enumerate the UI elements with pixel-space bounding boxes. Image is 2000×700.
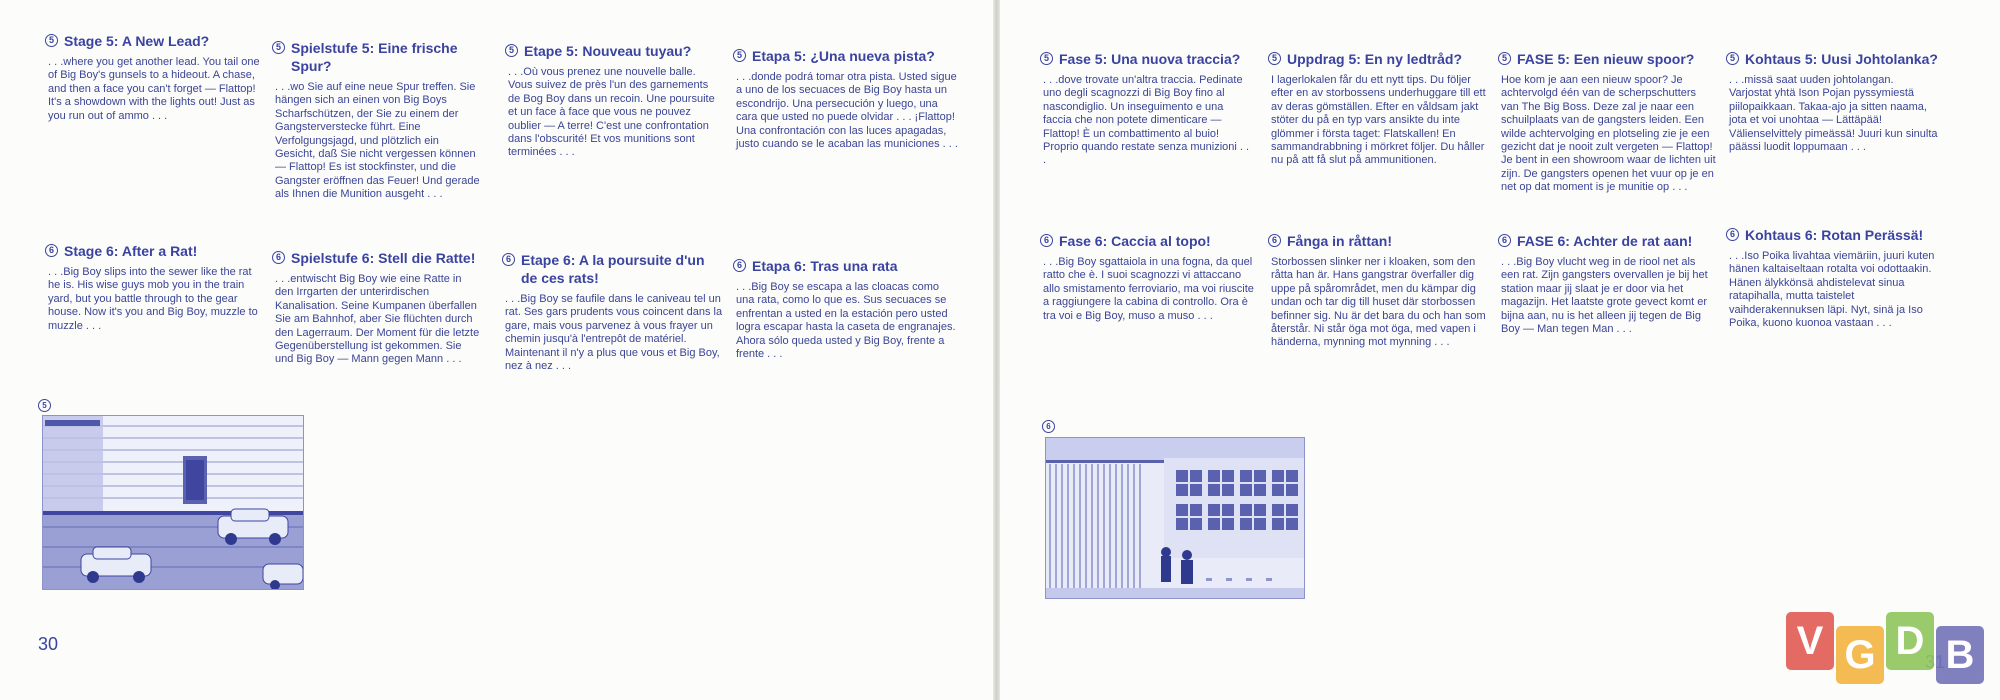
stage5-sv-heading bbox=[1268, 50, 1486, 68]
stage6-nl-title: FASE 6: Achter de rat aan! bbox=[1517, 233, 1693, 249]
stage6-screenshot-label: 6 bbox=[1042, 420, 1055, 433]
stage6-es-text: . . .Big Boy se escapa a las cloacas como una rata, como lo que es. Sus secuaces se enfrentan a usted en la estación pero usted logra escapar hasta la caseta de engranajes. Ahora sólo queda usted y Big Boy, frente a frente . . . bbox=[736, 281, 956, 361]
stage5-nl-title: FASE 5: Een nieuw spoor? bbox=[1517, 51, 1695, 67]
stage6-game-screenshot bbox=[1045, 437, 1305, 599]
stage-number-badge: 6 bbox=[272, 251, 285, 264]
stage5-fr-text: . . .Où vous prenez une nouvelle balle. Vous suivez de près l'un des garnements de Bog Boy dans un recoin. Une poursuite et un face à face que vous ne pouvez oublier — A terre! C'est une confrontation dans l'obscurité! Et vos munitions sont terminées . . . bbox=[508, 66, 715, 159]
stage5-game-screenshot bbox=[42, 415, 304, 590]
stage6-en-text: . . .Big Boy slips into the sewer like the rat he is. His wise guys mob you in the train yard, but you battle through to the gear house. Now it's you and Big Boy, muzzle to muzzle . . . bbox=[48, 266, 258, 332]
stage6-it-title: Fase 6: Caccia al topo! bbox=[1059, 233, 1211, 249]
stage-number-badge: 6 bbox=[733, 259, 746, 272]
stage5-sv-title: Uppdrag 5: En ny ledtråd? bbox=[1287, 51, 1463, 67]
stage6-it-text: . . .Big Boy sgattaiola in una fogna, da quel ratto che è. I suoi scagnozzi vi attaccano allo smistamento ferroviario, ma voi riuscite a raggiungere la cabina di controllo. Ora è tra voi e Big Boy, muso a muso . . . bbox=[1043, 256, 1254, 322]
stage6-fi-heading bbox=[1726, 226, 1938, 244]
stage6-fr-title: Etape 6: A la poursuite d'un de ces rats! bbox=[521, 252, 705, 286]
stage-number-badge: 5 bbox=[272, 41, 285, 54]
stage5-sv-block bbox=[1268, 50, 1486, 168]
stage5-de-block bbox=[272, 39, 482, 202]
stage6-es-heading bbox=[733, 257, 958, 275]
stage5-it-block bbox=[1040, 50, 1255, 168]
logo-letter-v: V bbox=[1786, 612, 1834, 670]
stage6-trainyard-scene bbox=[1046, 438, 1304, 598]
stage-number-badge: 6 bbox=[45, 244, 58, 257]
stage6-sv-heading bbox=[1268, 232, 1486, 250]
stage6-es-title: Etapa 6: Tras una rata bbox=[752, 258, 898, 274]
stage-number-badge: 5 bbox=[1268, 52, 1281, 65]
stage6-fi-block bbox=[1726, 226, 1938, 330]
stage6-nl-block bbox=[1498, 232, 1716, 336]
stage-number-badge: 5 bbox=[505, 44, 518, 57]
stage5-it-text: . . .dove trovate un'altra traccia. Pedinate uno degli scagnozzi di Big Boy fino al nascondiglio. Un inseguimento e una faccia che non potete dimenticare — Flattop! È un combattimento al buio! Proprio quando restate senza munizioni . . . bbox=[1043, 74, 1250, 167]
stage6-fi-text: . . .Iso Poika livahtaa viemäriin, juuri kuten hänen kaltaiseltaan rotalta voi odottaakin. Hänen älykkönsä ahdistelevat sinua ratapihalla, mutta taistelet vaihderakennuksen läpi. Nyt, sinä ja Iso Poika, kuono kuonoa vastaan . . . bbox=[1729, 250, 1935, 330]
left-page-number: 30 bbox=[38, 634, 59, 654]
stage6-en-block bbox=[45, 242, 265, 333]
stage-number-badge: 6 bbox=[1268, 234, 1281, 247]
stage6-it-block bbox=[1040, 232, 1258, 323]
stage5-fi-heading bbox=[1726, 50, 1938, 68]
stage5-it-heading bbox=[1040, 50, 1255, 68]
stage6-en-title: Stage 6: After a Rat! bbox=[64, 243, 198, 259]
stage5-en-title: Stage 5: A New Lead? bbox=[64, 33, 210, 49]
stage5-screenshot-label: 5 bbox=[38, 399, 51, 412]
logo-letter-d: D bbox=[1886, 612, 1934, 670]
stage5-fr-title: Etape 5: Nouveau tuyau? bbox=[524, 43, 692, 59]
stage5-fr-heading bbox=[505, 42, 720, 60]
stage6-nl-heading bbox=[1498, 232, 1716, 250]
stage5-es-text: . . .donde podrá tomar otra pista. Usted sigue a uno de los secuaces de Big Boy hasta un escondrijo. Una persecución y luego, una cara que usted no puede olvidar . . . ¡Flattop! Una confrontación con las luces apagadas, justo cuando se le acaban las municiones . . . bbox=[736, 71, 958, 151]
stage5-nl-heading bbox=[1498, 50, 1716, 68]
stage-number-badge: 5 bbox=[1040, 52, 1053, 65]
stage6-fr-block bbox=[502, 251, 724, 373]
stage5-es-heading bbox=[733, 47, 958, 65]
stage5-de-text: . . .wo Sie auf eine neue Spur treffen. Sie hängen sich an einen von Big Boys Scharfschützen, der Sie zu einem der Gangsterverstecke führt. Eine Verfolgungsjagd, und plötzlich ein Gesicht, daß Sie nicht vergessen können — Flattop! Es ist stockfinster, und die Gangster eröffnen das Feuer! Und gerade als Ihnen die Munition ausgeht . . . bbox=[275, 81, 480, 201]
stage6-it-heading bbox=[1040, 232, 1258, 250]
stage5-de-title: Spielstufe 5: Eine frische Spur? bbox=[291, 40, 458, 74]
stage-number-badge: 6 bbox=[1040, 234, 1053, 247]
stage5-de-heading bbox=[272, 39, 482, 75]
stage5-fr-block bbox=[505, 42, 720, 160]
logo-letter-b: B bbox=[1936, 626, 1984, 684]
stage5-nl-text: Hoe kom je aan een nieuw spoor? Je achtervolgd één van de scherpschutters van The Big Boss. Deze zal je naar een schuilplaats van de gangsters leiden. Een wilde achtervolging en plotseling zie je een gezicht dat je nooit zult vergeten — Flattop! Je bent in een showroom waar de lichten uit zijn. De gangsters openen het vuur op je en net op dat moment is je munitie op . . . bbox=[1501, 74, 1716, 194]
stage5-en-text: . . .where you get another lead. You tail one of Big Boy's gunsels to a hideout. A chase, and then a face you can't forget — Flattop! It's a showdown with the lights out! Just as you run out of ammo . . . bbox=[48, 56, 260, 122]
stage-number-badge: 5 bbox=[45, 34, 58, 47]
stage-number-badge: 6 bbox=[1498, 234, 1511, 247]
stage5-es-block bbox=[733, 47, 958, 151]
stage6-fr-text: . . .Big Boy se faufile dans le caniveau tel un rat. Ses gars prudents vous coincent dans la gare, mais vous parvenez à vous frayer un chemin jusqu'à l'entrepôt de matériel. Maintenant il n'y a plus que vous et Big Boy, nez à nez . . . bbox=[505, 293, 723, 373]
logo-letter-g: G bbox=[1836, 626, 1884, 684]
stage6-fr-heading bbox=[502, 251, 724, 287]
stage6-de-text: . . .entwischt Big Boy wie eine Ratte in den Irrgarten der unterirdischen Kanalisation. Seine Kumpanen überfallen Sie am Bahnhof, aber Sie flüchten durch den Lagerraum. Der Moment für die letzte Gegenüberstellung ist gekommen. Sie und Big Boy — Mann gegen Mann . . . bbox=[275, 273, 480, 366]
book-gutter bbox=[993, 0, 1000, 700]
stage5-street-scene bbox=[43, 416, 303, 589]
stage6-sv-text: Storbossen slinker ner i kloaken, som den råtta han är. Hans gangstrar överfaller dig uppe på spårområdet, men du kämpar dig undan och tar dig till huset där storbossen befinner sig. Nu är det bara du och han som återstår. Ni står öga mot öga, med vapen i händerna, mynning mot mynning . . . bbox=[1271, 256, 1486, 349]
stage5-sv-text: I lagerlokalen får du ett nytt tips. Du följer efter en av storbossens underhuggare till ett av deras gömställen. Efter en våldsam jakt stöter du på en typ vars ansikte du inte glömmer i första taget: Flatskallen! En sammandrabbning i mörkret följer. Du håller nu på att få slut på ammunitionen. bbox=[1271, 74, 1486, 167]
stage6-sv-title: Fånga in råttan! bbox=[1287, 233, 1393, 249]
stage-number-badge: 6 bbox=[1726, 228, 1739, 241]
stage5-es-title: Etapa 5: ¿Una nueva pista? bbox=[752, 48, 935, 64]
vgdb-watermark-logo bbox=[1786, 612, 1990, 694]
stage-number-badge: 5 bbox=[733, 49, 746, 62]
stage6-en-heading bbox=[45, 242, 265, 260]
stage6-nl-text: . . .Big Boy vlucht weg in de riool net als een rat. Zijn gangsters overvallen je bij het station maar jij slaat je er door via het magazijn. Het laatste grote gevect komt er bijna aan, nu is het alleen jij tegen de Big Boy — Man tegen Man . . . bbox=[1501, 256, 1708, 336]
stage6-de-title: Spielstufe 6: Stell die Ratte! bbox=[291, 250, 476, 266]
stage6-es-block bbox=[733, 257, 958, 361]
stage5-fi-text: . . .missä saat uuden johtolangan. Varjostat yhtä Ison Pojan pyssymiestä piilopaikkaan. Takaa-ajo ja sitten naama, jota et voi unohtaa — Lättäpää! Välienselvittely pimeässä! Juuri kun sinulta päässi luodit loppumaan . . . bbox=[1729, 74, 1938, 154]
stage6-de-block bbox=[272, 249, 482, 367]
stage-number-badge: 5 bbox=[1726, 52, 1739, 65]
stage-number-badge: 6 bbox=[502, 253, 515, 266]
stage5-fi-block bbox=[1726, 50, 1938, 154]
stage5-it-title: Fase 5: Una nuova traccia? bbox=[1059, 51, 1241, 67]
stage6-de-heading bbox=[272, 249, 482, 267]
stage6-sv-block bbox=[1268, 232, 1486, 350]
stage5-fi-title: Kohtaus 5: Uusi Johtolanka? bbox=[1745, 51, 1938, 67]
stage5-en-heading bbox=[45, 32, 265, 50]
stage6-fi-title: Kohtaus 6: Rotan Perässä! bbox=[1745, 227, 1924, 243]
stage5-nl-block bbox=[1498, 50, 1716, 195]
stage5-en-block bbox=[45, 32, 265, 123]
stage-number-badge: 5 bbox=[1498, 52, 1511, 65]
